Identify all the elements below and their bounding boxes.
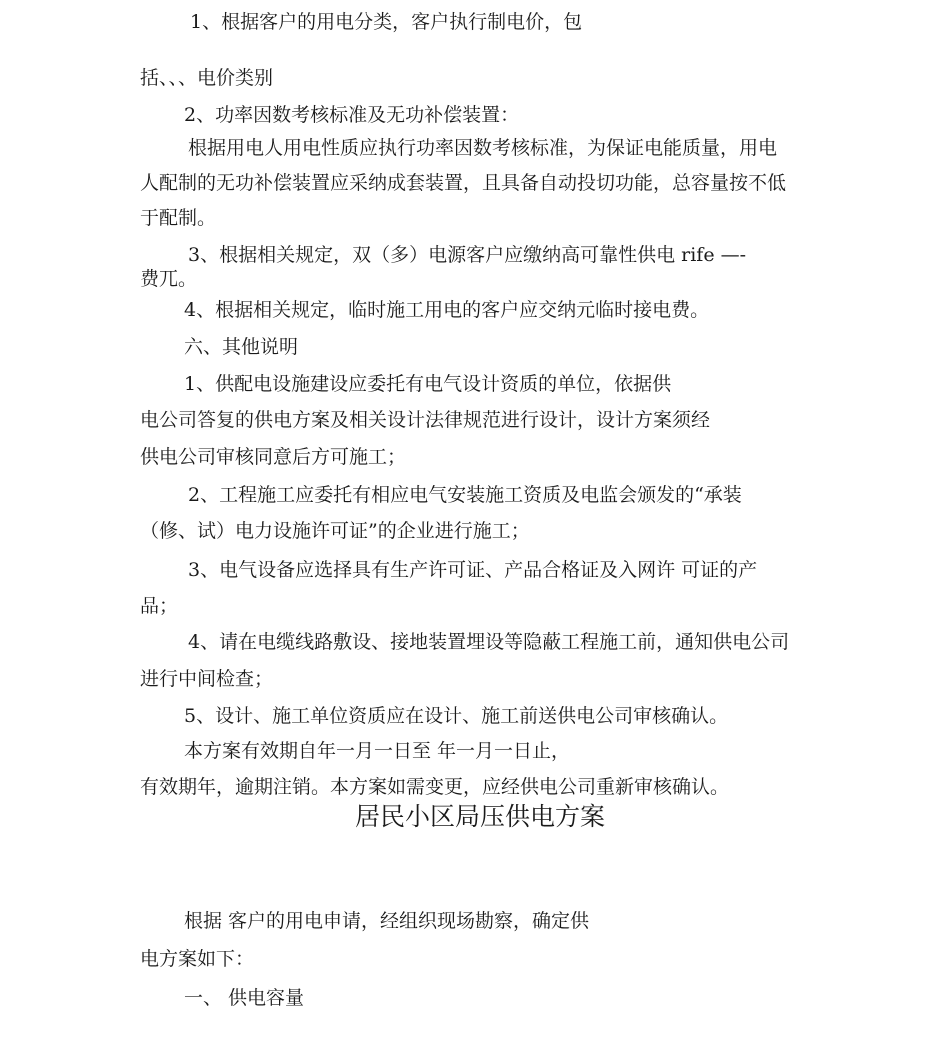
paragraph-line: 2、功率因数考核标准及无功补偿装置： (184, 104, 520, 126)
paragraph-line: 有效期年，逾期注销。本方案如需变更，应经供电公司重新审核确认。 (140, 776, 730, 798)
paragraph-line: 2、工程施工应委托有相应电气安装施工资质及电监会颁发的“承装 (188, 484, 742, 506)
paragraph-line: 电方案如下： (140, 948, 255, 970)
section-heading: 一、 供电容量 (184, 987, 305, 1009)
paragraph-line: 括、、、电价类别 (140, 67, 274, 89)
paragraph-line: 进行中间检查； (140, 668, 274, 690)
paragraph-line: 供电公司审核同意后方可施工； (140, 446, 407, 468)
paragraph-line: 根据 客户的用电申请，经组织现场勘察，确定供 (184, 910, 590, 932)
document-title: 居民小区局压供电方案 (355, 802, 606, 831)
paragraph-line: 1、根据客户的用电分类，客户执行制电价，包 (190, 11, 583, 33)
paragraph-line: 1、供配电设施建设应委托有电气设计资质的单位，依据供 (184, 373, 672, 395)
paragraph-line: 电公司答复的供电方案及相关设计法律规范进行设计，设计方案须经 (140, 409, 711, 431)
paragraph-line: 人配制的无功补偿装置应采纳成套装置，且具备自动投切功能，总容量按不低 (140, 172, 787, 194)
paragraph-line: （修、试）电力设施许可证”的企业进行施工； (140, 520, 530, 542)
paragraph-line: 5、设计、施工单位资质应在设计、施工前送供电公司审核确认。 (184, 705, 729, 727)
paragraph-line: 3、根据相关规定，双（多）电源客户应缴纳高可靠性供电 rife —- (188, 244, 747, 266)
paragraph-line: 4、根据相关规定，临时施工用电的客户应交纳元临时接电费。 (184, 299, 710, 321)
section-heading: 六、其他说明 (184, 336, 299, 358)
paragraph-line: 于配制。 (140, 207, 217, 229)
paragraph-line: 本方案有效期自年一月一日至 年一月一日止， (184, 740, 571, 762)
paragraph-line: 3、电气设备应选择具有生产许可证、产品合格证及入网许 可证的产 (188, 559, 758, 581)
paragraph-line: 品； (140, 595, 179, 617)
paragraph-line: 4、请在电缆线路敷设、接地装置埋设等隐蔽工程施工前，通知供电公司 (188, 631, 790, 653)
paragraph-line: 根据用电人用电性质应执行功率因数考核标准，为保证电能质量，用电 (188, 137, 778, 159)
paragraph-line: 费兀。 (140, 268, 198, 290)
